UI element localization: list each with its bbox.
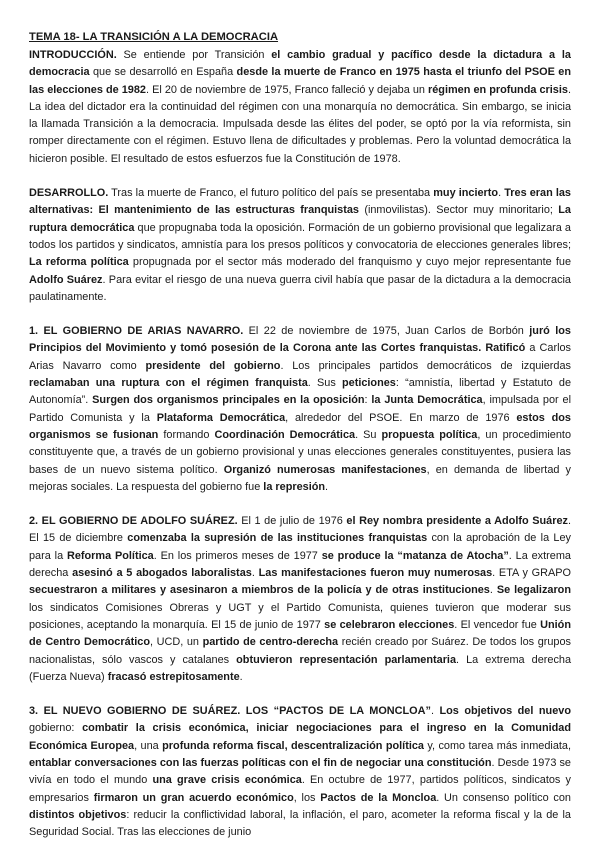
bold-text-run: comenzaba la supresión de las instituciones franquistas [127,532,428,545]
text-run: . Un consenso político con [436,791,571,804]
bold-text-run: combatir la crisis económica, iniciar negociaciones para el ingreso en la Comunidad Económica Europea [29,722,571,752]
text-run: y, como tarea más inmediata, [423,739,572,752]
bold-text-run: La reforma política [29,256,129,269]
bold-text-run: el cambio gradual y pacífico desde la dictadura a la democracia [29,49,571,79]
text-run: . El 20 de noviembre de 1975, Franco falleció y dejaba un [145,83,429,96]
text-run: . Los principales partidos democráticos de izquierdas [280,359,571,372]
text-run: . Para evitar el riesgo de una nueva guerra civil había que pasar de la dictadura a la democracia paulatinamente. [29,273,571,303]
text-run: Tras la muerte de Franco, el futuro político del país se presentaba [108,187,434,200]
bold-text-run: muy incierto [433,187,499,200]
bold-text-run: Unión de Centro Democrático [29,618,571,649]
text-run: . Desde 1973 se vivía en todo el mundo [29,756,571,787]
bold-text-run: DESARROLLO. [29,187,109,200]
text-run: . Su [355,428,382,441]
text-run: , en demanda de libertad y mejoras sociales. La respuesta del gobierno fue [29,463,571,493]
document-title: TEMA 18- LA TRANSICIÓN A LA DEMOCRACIA [29,31,279,43]
bold-text-run: una grave crisis económica [152,774,302,787]
text-run: , un procedimiento constituyente que, a través de un gobierno provisional y unas elecciones generales constituyentes, pusiera las bases de un nuevo sistema político. [29,428,572,476]
bold-text-run: 1. EL GOBIERNO DE ARIAS NAVARRO. [29,325,244,338]
paragraph-adolfo-suarez [29,513,571,686]
text-run: . [489,584,497,597]
text-run: . [325,480,329,493]
paragraph-pactos-moncloa [29,703,571,841]
bold-text-run: Se legalizaron [496,584,571,597]
bold-text-run: secuestraron a militares y asesinaron a miembros de la policía y de otras instituciones [29,584,490,597]
text-run: Se entiende por Transición [116,49,272,61]
bold-text-run: presidente del gobierno [145,359,281,372]
text-run: : [364,394,372,407]
bold-text-run: 3. EL NUEVO GOBIERNO DE SUÁREZ. LOS “PACTOS DE LA MONCLOA” [29,705,431,718]
bold-text-run: reclamaban una ruptura con el régimen franquista [29,377,308,390]
text-run: los sindicatos Comisiones Obreras y UGT y el Partido Comunista, quienes tuvieron que moderar sus posiciones, aceptando la monarquía. El 15 de junio de 1977 [29,601,571,631]
text-run: : “amnistía, libertad y Estatuto de Autonomía”. [29,377,571,407]
text-run: , alrededor del PSOE. En marzo de 1976 [285,411,517,424]
text-run: . En los primeros meses de 1977 [153,549,322,562]
bold-text-run: Plataforma Democrática [156,411,286,424]
bold-text-run: Tres eran las alternativas: El mantenimiento de las estructuras franquistas [29,187,571,217]
text-run: . [498,187,505,200]
bold-text-run: estos dos organismos se fusionan [29,411,571,441]
bold-text-run: Las manifestaciones fueron muy numerosas [258,567,493,580]
text-run: El 1 de julio de 1976 [237,515,347,528]
text-run: que se desarrolló en España [89,66,237,79]
bold-text-run: desde la muerte de Franco en 1975 hasta el triunfo del PSOE en las elecciones de 1982 [29,66,571,96]
bold-text-run: Pactos de la Moncloa [320,791,437,804]
text-run: recién creado por Suárez. De todos los grupos nacionalistas, sólo vascos y catalanes [29,636,571,666]
bold-text-run: firmaron un gran acuerdo económico [93,791,294,804]
bold-text-run: Los objetivos del nuevo [439,705,571,718]
bold-text-run: Surgen dos organismos principales en la oposición [92,394,365,407]
bold-text-run: fracasó estrepitosamente [107,670,240,683]
text-run: formando [158,428,215,441]
text-run: El 22 de noviembre de 1975, Juan Carlos de Borbón [243,325,530,338]
bold-text-run: la Junta Democrática [371,394,483,407]
text-run: . La extrema derecha (Fuerza Nueva) [29,653,572,683]
bold-text-run: entablar conversaciones con las fuerzas políticas con el fin de negociar una constitución [29,756,492,769]
bold-text-run: INTRODUCCIÓN. [29,49,117,61]
bold-text-run: Adolfo Suárez [29,273,103,286]
text-run: . ETA y GRAPO [492,567,571,580]
bold-text-run: la represión [263,480,326,493]
text-run: . [251,567,259,580]
bold-text-run: asesinó a 5 abogados laboralistas [72,567,252,580]
text-run: que propugnaba toda la oposición. Formación de un gobierno provisional que legalizara a todos los partidos y sindicatos, amnistía para los presos políticos y convocatoria de elecciones generales libres; [29,221,571,251]
bold-text-run: el Rey nombra presidente a Adolfo Suárez [346,515,568,528]
bold-text-run: distintos objetivos [29,808,127,821]
paragraph-desarrollo [29,185,571,306]
bold-text-run: propuesta política [381,428,478,441]
bold-text-run: 2. EL GOBIERNO DE ADOLFO SUÁREZ. [29,515,238,528]
bold-text-run: peticiones [341,377,396,390]
bold-text-run: se produce la “matanza de Atocha” [321,549,509,562]
bold-text-run: profunda reforma fiscal, descentralización política [162,739,424,752]
text-run: (inmovilistas). Sector muy minoritario; [358,204,559,217]
text-run: . [239,670,243,683]
text-run: . La extrema derecha [29,549,571,580]
text-run: , impulsada por el Partido Comunista y la [29,394,571,424]
bold-text-run: Reforma Política [66,549,154,562]
text-run: : reducir la conflictividad laboral, la inflación, el paro, acometer la reforma fiscal y la de la Seguridad Social. Tras las elecciones de junio [29,808,571,839]
text-run: , los [293,791,321,804]
text-run: . La idea del dictador era la continuidad del régimen con una monarquía no democrática. Sin embargo, se inicia la llamada Transición a la democracia. Impulsada desde las élites del poder, se optó por la vía reformista, sin romper directamente con el régimen. Estuvo llena de dificultades y problemas. Pero la voluntad democrática la hicieron posible. El resultado de estos esfuerzos fue la Constitución de 1978. [29,83,571,165]
bold-text-run: La ruptura democrática [29,204,571,234]
bold-text-run: se celebraron elecciones [324,618,455,631]
bold-text-run: obtuvieron representación parlamentaria [236,653,457,666]
bold-text-run: Organizó numerosas manifestaciones [223,463,427,476]
bold-text-run: régimen en profunda crisis [428,83,568,96]
text-run: , UCD, un [150,636,203,649]
text-run: , una [134,739,163,752]
bold-text-run: partido de centro-derecha [202,636,339,649]
text-run: . [430,705,440,718]
text-run: . El vencedor fue [454,618,541,631]
text-run: propugnada por el sector más moderado del franquismo y cuyo mejor representante fue [128,256,571,269]
paragraph-arias-navarro [29,323,571,496]
text-run: con la aprobación de la Ley para la [29,532,571,562]
text-run: gobierno: [29,722,83,735]
text-run: a Carlos Arias Navarro como [29,342,571,372]
text-run: . Sus [307,377,342,390]
paragraph-introduccion [29,47,571,168]
text-run: . En octubre de 1977, partidos políticos, sindicatos y empresarios [29,774,571,804]
bold-text-run: Coordinación Democrática [214,428,356,441]
bold-text-run: juró los Principios del Movimiento y tomó posesión de la Corona ante las Cortes franquistas. Ratificó [29,325,571,355]
text-run: . El 15 de diciembre [29,515,571,545]
